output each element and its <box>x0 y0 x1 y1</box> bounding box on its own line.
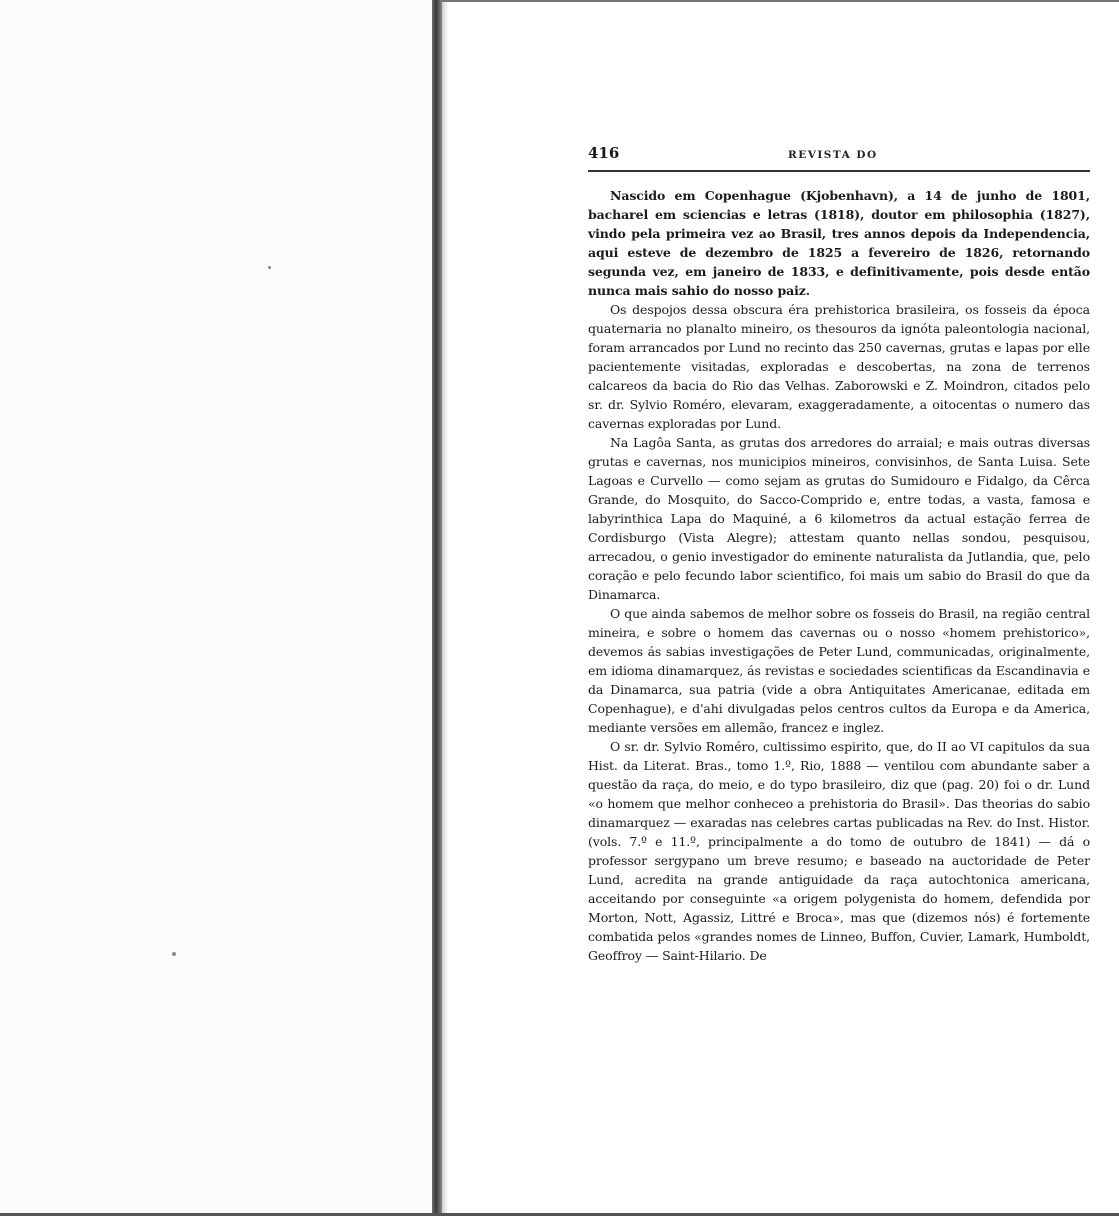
page-top-edge <box>442 0 1119 2</box>
page-speck <box>172 952 176 956</box>
running-title: REVISTA DO <box>788 149 878 161</box>
running-header <box>588 144 1090 172</box>
paragraph-5: O sr. dr. Sylvio Roméro, cultissimo espirito, que, do II ao VI capitulos da sua Hist. da Literat. Bras., tomo 1.º, Rio, 1888 — ventilou com abundante saber a questão da raça, do meio, e do typo brasileiro, diz que (pag. 20) foi o dr. Lund «o homem que melhor conheceo a prehistoria do Brasil». Das theorias do sabio dinamarquez — exaradas nas celebres cartas publicadas na Rev. do Inst. Histor. (vols. 7.º e 11.º, principalmente a do tomo de outubro de 1841) — dá o professor sergypano um breve resumo; e baseado na auctoridade de Peter Lund, acredita na grande antiguidade da raça autochtonica americana, acceitando por conseguinte «a origem polygenista do homem, defendida por Morton, Nott, Agassiz, Littré e Broca», mas que (dizemos nós) é fortemente combatida pelos «grandes nomes de Linneo, Buffon, Cuvier, Lamark, Humboldt, Geoffroy — Saint-Hilario. De <box>588 739 1090 963</box>
page-number: 416 <box>588 144 620 162</box>
body-text <box>588 186 1090 965</box>
paragraph-3: Na Lagôa Santa, as grutas dos arredores do arraial; e mais outras diversas grutas e cavernas, nos municipios mineiros, convisinhos, de Santa Luisa. Sete Lagoas e Curvello — como sejam as grutas do Sumidouro e Fidalgo, da Cêrca Grande, do Mosquito, do Sacco-Comprido e, entre todas, a vasta, famosa e labyrinthica Lapa do Maquiné, a 6 kilometros da actual estação ferrea de Cordisburgo (Vista Alegre); attestam quanto nellas sondou, pesquisou, arrecadou, o genio investigador do eminente naturalista da Jutlandia, que, pelo coração e pelo fecundo labor scientifico, foi mais um sabio do Brasil do que da Dinamarca. <box>588 435 1090 602</box>
right-text-page <box>588 144 1090 965</box>
left-blank-page <box>0 0 436 1216</box>
book-gutter <box>432 0 442 1216</box>
page-speck <box>268 266 271 269</box>
paragraph-1: Nascido em Copenhague (Kjobenhavn), a 14 de junho de 1801, bacharel em sciencias e letras (1818), doutor em philosophia (1827), vindo pela primeira vez ao Brasil, tres annos depois da Independencia, aqui esteve de dezembro de 1825 a fevereiro de 1826, retornando segunda vez, em janeiro de 1833, e definitivamente, pois desde então nunca mais sahio do nosso paiz. <box>588 188 1090 298</box>
paragraph-2: Os despojos dessa obscura éra prehistorica brasileira, os fosseis da época quaternaria no planalto mineiro, os thesouros da ignóta paleontologia nacional, foram arrancados por Lund no recinto das 250 cavernas, grutas e lapas por elle pacientemente visitadas, exploradas e descobertas, na zona de terrenos calcareos da bacia do Rio das Velhas. Zaborowski e Z. Moindron, citados pelo sr. dr. Sylvio Roméro, elevaram, exaggeradamente, a oitocentas o numero das cavernas exploradas por Lund. <box>588 302 1090 431</box>
gutter-shadow <box>442 0 448 1216</box>
paragraph-4: O que ainda sabemos de melhor sobre os fosseis do Brasil, na região central mineira, e sobre o homem das cavernas ou o nosso «homem prehistorico», devemos ás sabias investigações de Peter Lund, communicadas, originalmente, em idioma dinamarquez, ás revistas e sociedades scientificas da Escandinavia e da Dinamarca, sua patria (vide a obra Antiquitates Americanae, editada em Copenhague), e d'ahi divulgadas pelos centros cultos da Europa e da America, mediante versões em allemão, francez e inglez. <box>588 606 1090 735</box>
